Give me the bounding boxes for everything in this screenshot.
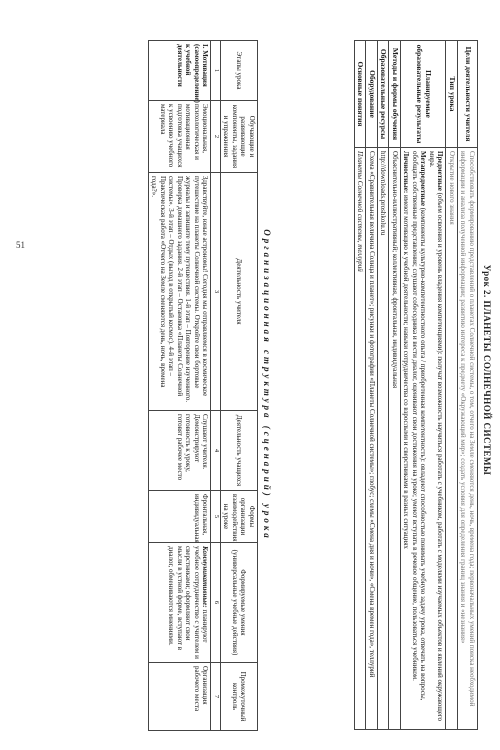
teacher-cell: Здравствуйте, юные астрономы! Сегодня мы отправляемся в космическое путешествие на планеты Солнечной системы. Откройте свои бортовые журналы и запишите тему путешествия. 1-й этап – Повторение изученного. Проверка домашнего задания. 2-й этап – Остановка «Планеты Солнечной системы». 3-й этап – Отдых (выход в открытый космос). 4-й этап – Практическая работа «Отчего на Земле сменяются день, ночь, времена года?». — [149, 173, 212, 411]
students-cell: Слушают учителя. Демонстрируют готовность к уроку, готовят рабочее место — [149, 411, 212, 491]
lesson-title: Урок 2. ПЛАНЕТЫ СОЛНЕЧНОЙ СИСТЕМЫ — [482, 264, 492, 476]
lesson-info-table — [354, 40, 478, 730]
results-personal: имеют мотивацию к учебной деятельности; навыки сотрудничества со взрослыми и сверстниками в разных ситуациях — [402, 194, 411, 549]
column-number: 3 — [211, 173, 221, 411]
forms-cell: Фронтальная, индивидуальная — [149, 491, 212, 543]
results-meta: (компоненты культурно-компетентностного опыта / приобретенная компетентность): овладеют способностью понимать учебную задачу урока, отвечать на вопросы, обобщать собственные представления; слушают собеседника и вести диалог, оценивают свои достижения на уроке; умеют вступать в речевое общение, пользоваться учебником. — [411, 151, 428, 701]
column-number: 6 — [211, 543, 221, 663]
skills-head: Коммуникативные: — [201, 546, 210, 608]
header-stages: Этапы урока — [221, 41, 258, 101]
goals-text: Способствовать формированию представлений о планетах Солнечной системы, о том, отчего на Земле сменяются день, ночь, времена года; первоначальных умений поиска необходимой информации и анализа полученной информации; развитию интереса к предмету «Окружающий мир»; создать условия для определения границ знания и «незнания» — [458, 148, 478, 730]
equipment-label: Оборудование — [366, 41, 378, 148]
column-number: 7 — [211, 663, 221, 731]
results-subject-head: Предметные — [436, 151, 445, 191]
lesson-structure-table — [148, 40, 258, 731]
header-skills: Формируемые умения (универсальные учебные действия) — [221, 543, 258, 663]
skills-text: планируют учебное сотрудничество с учителем и сверстниками; оформляют свои мысли в устной форме, вступают в диалог, обмениваются мнениями. — [167, 546, 210, 659]
methods-row — [389, 41, 401, 730]
header-control: Промежуточный контроль — [221, 663, 258, 731]
resources-label: Образовательные ресурсы — [378, 41, 390, 148]
results-row — [401, 41, 447, 730]
column-number-row — [211, 41, 221, 731]
equipment-row — [366, 41, 378, 730]
structure-header-row — [221, 41, 258, 731]
goals-label: Цели деятельности учителя — [458, 41, 478, 148]
column-number: 5 — [211, 491, 221, 543]
type-label: Тип урока — [446, 41, 458, 148]
column-number: 2 — [211, 101, 221, 173]
section-title: Организационная структура (сценарий) урока — [262, 229, 272, 541]
concepts-row — [355, 41, 367, 730]
methods-label: Методы и формы обучения — [389, 41, 401, 148]
control-cell: Организация рабочего места — [149, 663, 212, 731]
page-number: 51 — [16, 240, 25, 250]
results-personal-head: Личностные: — [402, 151, 411, 194]
header-students: Деятельность учащихся — [221, 411, 258, 491]
results-meta-head: Метапредметные — [419, 151, 428, 206]
concepts-text: Планеты Солнечной системы, теллурий — [355, 148, 367, 730]
table-row — [149, 41, 212, 731]
concepts-label: Основные понятия — [355, 41, 367, 148]
column-number: 1 — [211, 41, 221, 101]
methods-text: Объяснительно-иллюстративный; коллективная, фронтальная, индивидуальная — [389, 148, 401, 730]
column-number: 4 — [211, 411, 221, 491]
equipment-text: Схема «Сравнительная величина Солнца и планет»; рисунки и фотографии «Планеты Солнечной системы»; глобус; схемы «Смена дня и ночи», «Смена времен года», теллурий — [366, 148, 378, 730]
header-tasks: Обучающие и развивающие компоненты, задания и упражнения — [221, 101, 258, 173]
resources-text: http://downloads.proshkolu.ru — [378, 148, 390, 730]
type-text: Открытие нового знания — [446, 148, 458, 730]
resources-row — [378, 41, 390, 730]
results-text — [401, 148, 447, 730]
goals-row — [458, 41, 478, 730]
type-row — [446, 41, 458, 730]
skills-cell — [149, 543, 212, 663]
header-forms: Формы организации взаимодействия на уроке — [221, 491, 258, 543]
tasks-cell: Эмоциональная, психологическая и мотивационная подготовка учащихся к усвоению учебного материала — [149, 101, 212, 173]
stage-cell: I. Мотивация (самоопределение) к учебной деятельности — [149, 41, 212, 101]
header-teacher: Деятельность учителя — [221, 173, 258, 411]
results-subject: (объем освоения и уровень владения компетенциями): получат возможность научиться работать с учебником, работать с моделями изучаемых объектов и явлений окружающего мира. — [428, 151, 445, 722]
results-label: Планируемые образовательные результаты — [401, 41, 447, 148]
